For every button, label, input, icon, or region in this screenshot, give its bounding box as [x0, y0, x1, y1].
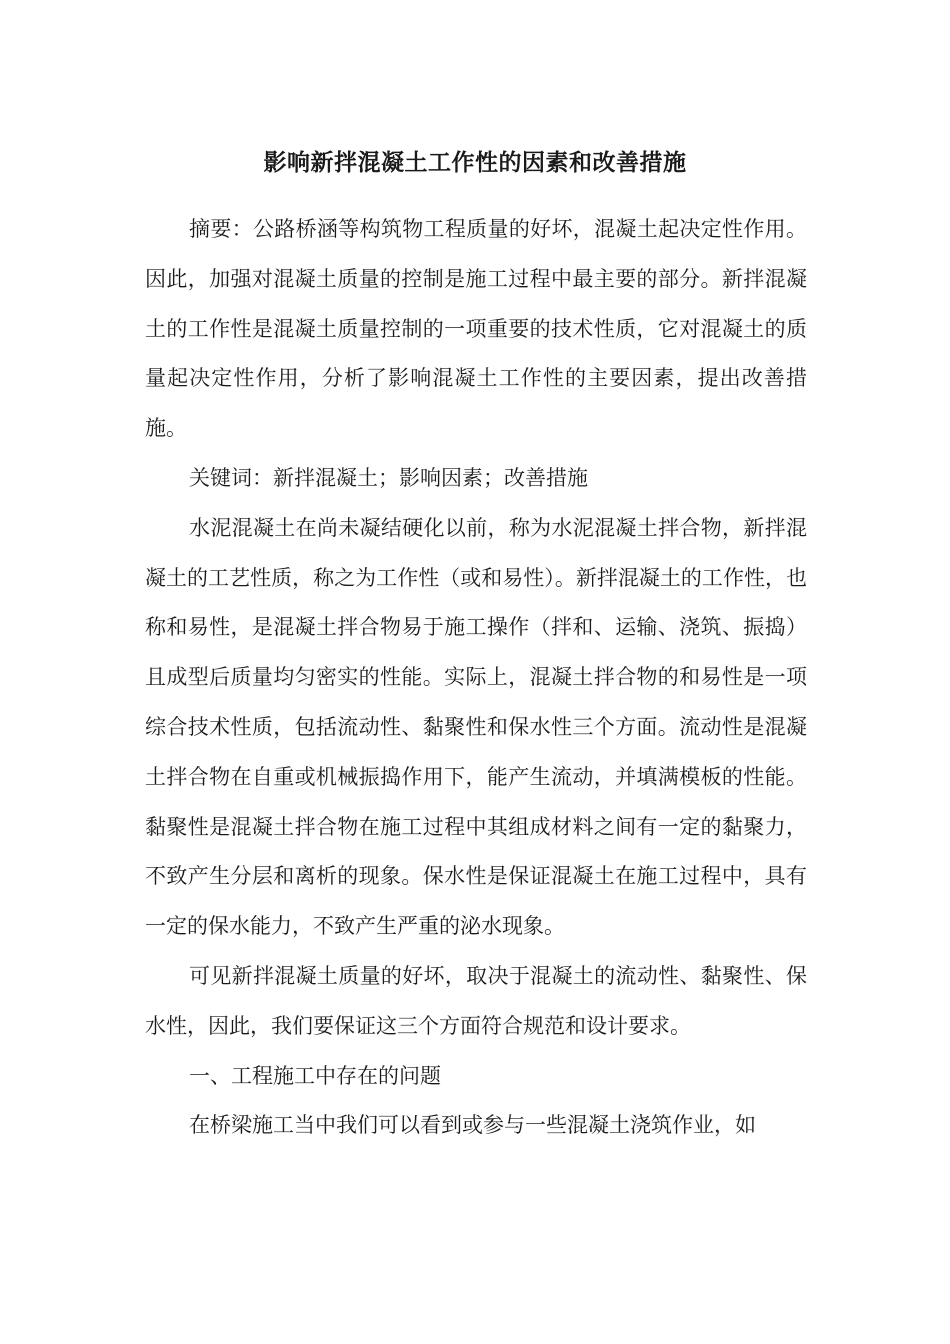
document-title: 影响新拌混凝土工作性的因素和改善措施: [263, 149, 687, 176]
body-paragraph: 水泥混凝土在尚未凝结硬化以前，称为水泥混凝土拌合物，新拌混凝土的工艺性质，称之为工作性（或和易性）。新拌混凝土的工作性，也称和易性，是混凝土拌合物易于施工操作（拌和、运输、浇筑、振捣）且成型后质量均匀密实的性能。实际上，混凝土拌合物的和易性是一项综合技术性质，包括流动性、黏聚性和保水性三个方面。流动性是混凝土拌合物在自重或机械振捣作用下，能产生流动，并填满模板的性能。黏聚性是混凝土拌合物在施工过程中其组成材料之间有一定的黏聚力，不致产生分层和离析的现象。保水性是保证混凝土在施工过程中，具有一定的保水能力，不致产生严重的泌水现象。: [145, 515, 807, 939]
abstract-paragraph: 摘要：公路桥涵等构筑物工程质量的好坏，混凝土起决定性作用。因此，加强对混凝土质量的控制是施工过程中最主要的部分。新拌混凝土的工作性是混凝土质量控制的一项重要的技术性质，它对混凝土的质量起决定性作用，分析了影响混凝土工作性的主要因素，提出改善措施。: [145, 217, 807, 441]
keywords-paragraph: 关键词：新拌混凝土；影响因素；改善措施: [189, 465, 588, 490]
section-heading: 一、工程施工中存在的问题: [189, 1063, 441, 1088]
body-paragraph: 在桥梁施工当中我们可以看到或参与一些混凝土浇筑作业，如: [189, 1113, 756, 1138]
document-body: [145, 205, 807, 1151]
body-paragraph: 可见新拌混凝土质量的好坏，取决于混凝土的流动性、黏聚性、保水性，因此，我们要保证这三个方面符合规范和设计要求。: [145, 963, 807, 1038]
